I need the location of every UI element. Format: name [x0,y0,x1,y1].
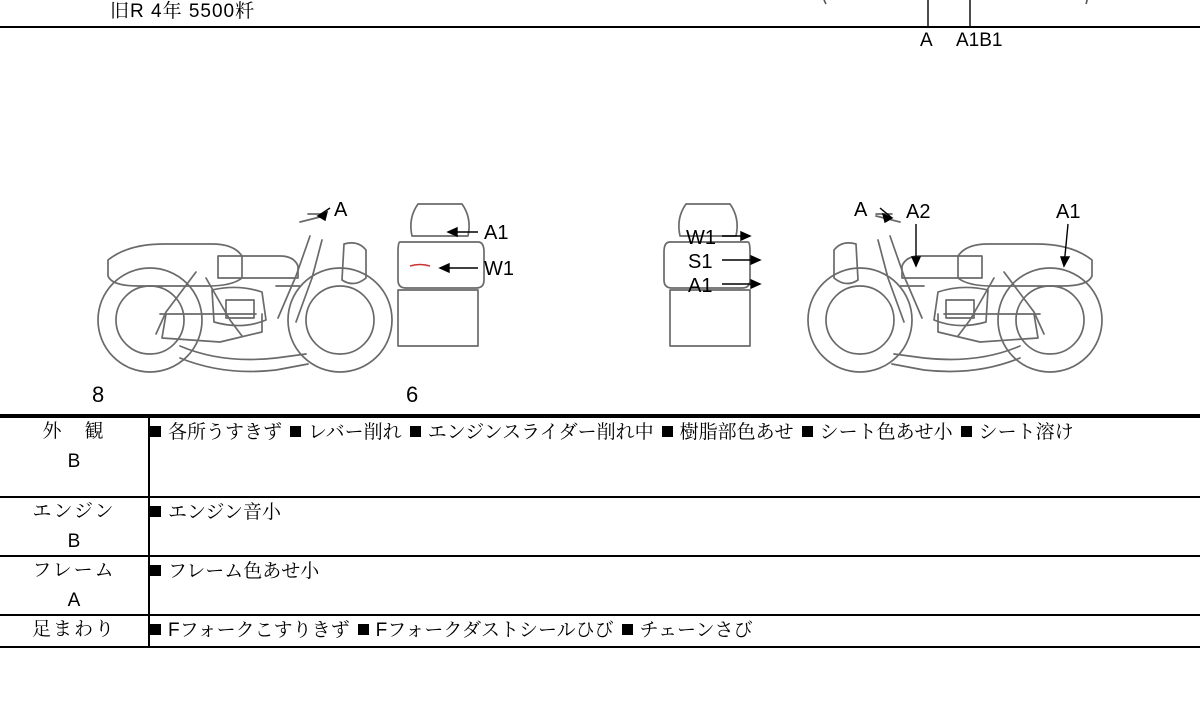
row-category-cell [0,417,149,497]
row-category-cell [0,556,149,615]
category-grade: A [67,589,81,611]
header-line: 旧R 4年 5500粁 [110,1,256,22]
bullet-icon [358,624,369,635]
table-row [0,556,1200,615]
diagram-number-8: 8 [92,382,105,407]
bullet-icon [662,426,673,437]
note-text: シート溶け [978,422,1074,443]
category-grade: B [67,530,81,552]
row-category-cell [0,497,149,556]
callout-right-w1: W1 [686,227,716,249]
bullet-icon [961,426,972,437]
row-notes-cell [149,556,1200,615]
note-text: シート色あせ小 [819,422,953,443]
note-text: エンジンスライダー削れ中 [427,422,654,443]
table-row [0,615,1200,647]
bullet-icon [150,506,161,517]
note-text: フレーム色あせ小 [168,561,320,583]
note-text: チェーンさび [639,620,753,642]
diagram-area [0,28,1200,416]
category-label: フレーム [32,560,116,582]
callout-a-bottom: A [920,30,933,50]
category-grade: B [67,450,81,472]
category-label: 外 観 [42,421,106,442]
motorcycle-diagrams [0,28,1200,416]
category-label: エンジン [32,501,116,522]
callout-right-a: A [854,199,868,221]
diagram-number-6: 6 [406,382,419,407]
callout-a1b1: A1B1 [956,30,1003,50]
note-text: レバー削れ [308,422,402,443]
bullet-icon [622,624,633,635]
bullet-icon [150,426,161,437]
row-category-cell [0,615,149,647]
table-row [0,497,1200,556]
category-label: 足まわり [31,619,116,641]
callout-right-s1: S1 [688,251,713,273]
row-notes-cell [149,615,1200,647]
note-text: 各所うすきず [168,422,283,443]
note-text: Fフォークダストシールひび [375,620,614,642]
callout-right-a1-low: A1 [688,275,713,297]
note-text: 樹脂部色あせ [679,422,794,443]
callout-right-a1: A1 [1056,201,1081,223]
bullet-icon [150,565,161,576]
row-notes-cell [149,417,1200,497]
bullet-icon [290,426,301,437]
row-notes-cell [149,497,1200,556]
callout-left-a: A [334,199,348,221]
callout-right-a2: A2 [906,201,931,223]
note-text: エンジン音小 [168,502,282,523]
bullet-icon [410,426,421,437]
note-text: Fフォークこすりきず [168,620,350,642]
table-row [0,417,1200,497]
bullet-icon [150,624,161,635]
bullet-icon [802,426,813,437]
condition-table [0,416,1200,648]
callout-left-a1: A1 [484,222,509,244]
callout-left-w1: W1 [484,258,514,280]
